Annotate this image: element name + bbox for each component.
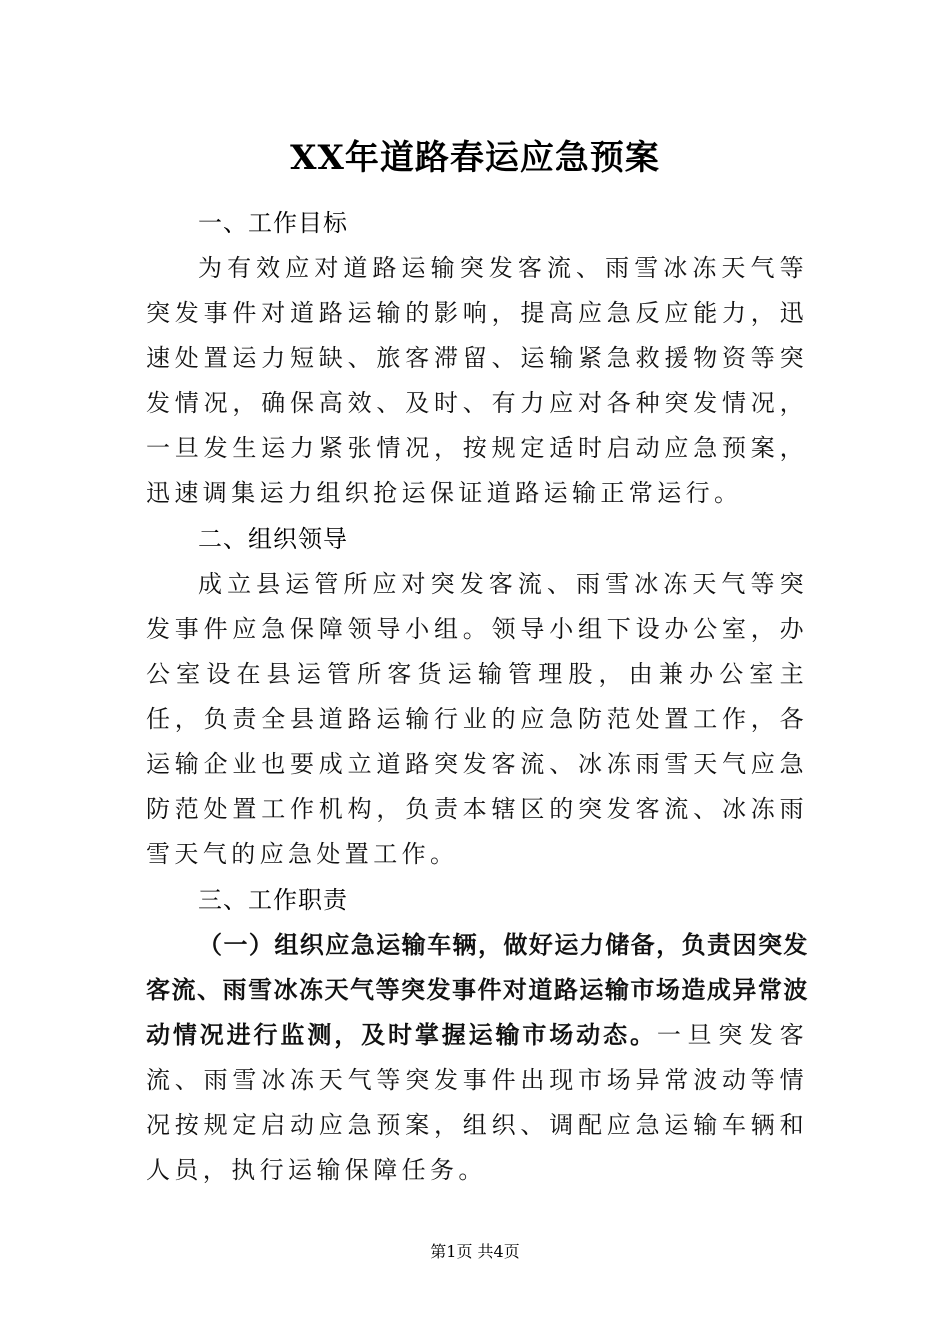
section-paragraph-duties [146, 923, 808, 1193]
duties-regular-text: 一旦突发客流、雨雪冰冻天气等突发事件出现市场异常波动等情况按规定启动应急预案，组织、调配应急运输车辆和人员，执行运输保障任务。 [146, 1021, 809, 1184]
section-paragraph-organization: 成立县运管所应对突发客流、雨雪冰冻天气等突发事件应急保障领导小组。领导小组下设办公室，办公室设在县运管所客货运输管理股，由兼办公室主任，负责全县道路运输行业的应急防范处置工作，各运输企业也要成立道路突发客流、冰冻雨雪天气应急防范处置工作机构，负责本辖区的突发客流、冰冻雨雪天气的应急处置工作。 [146, 570, 808, 868]
page-footer: 第1页 共4页 [430, 1242, 520, 1261]
duties-bold-text: （一）组织应急运输车辆，做好运力储备，负责因突发客流、雨雪冰冻天气等突发事件对道路运输市场造成异常波动情况进行监测，及时掌握运输市场动态。 [146, 931, 808, 1049]
document-body [146, 200, 808, 1193]
section-heading-duties: 三、工作职责 [198, 886, 348, 914]
section-heading-organization: 二、组织领导 [198, 525, 348, 553]
section-paragraph-goals: 为有效应对道路运输突发客流、雨雪冰冻天气等突发事件对道路运输的影响，提高应急反应能力，迅速处置运力短缺、旅客滞留、运输紧急救援物资等突发情况，确保高效、及时、有力应对各种突发情况，一旦发生运力紧张情况，按规定适时启动应急预案，迅速调集运力组织抢运保证道路运输正常运行。 [146, 254, 808, 507]
document-title: XX年道路春运应急预案 [290, 138, 660, 178]
section-heading-goals: 一、工作目标 [198, 209, 348, 237]
